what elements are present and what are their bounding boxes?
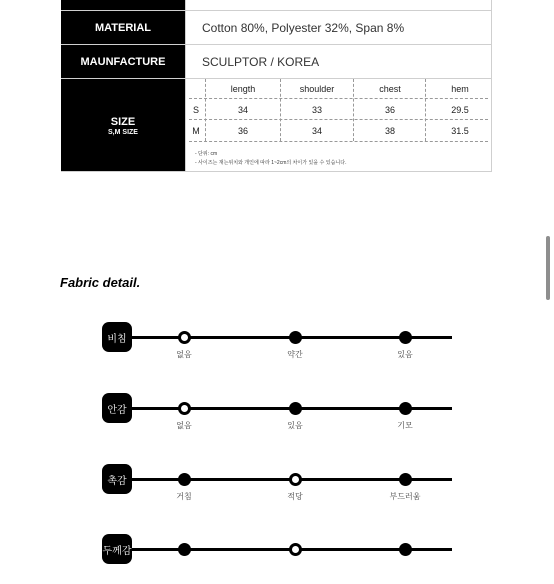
fabric-option-label: 부드러움 xyxy=(389,492,421,501)
size-chart xyxy=(185,79,492,172)
fabric-dot xyxy=(178,473,191,486)
size-note-unit: - 단위: cm xyxy=(195,151,218,157)
fabric-badge-lining: 안감 xyxy=(102,393,132,423)
material-value: Cotton 80%, Polyester 32%, Span 8% xyxy=(185,11,492,44)
size-m-shoulder: 34 xyxy=(311,126,322,136)
size-note-variance: - 사이즈는 재는위치와 개인에 따라 1~2cm의 차이가 있을 수 있습니다. xyxy=(195,160,347,166)
dashed-divider xyxy=(189,119,488,120)
fabric-dot xyxy=(289,331,302,344)
fabric-dot xyxy=(399,543,412,556)
fabric-badge-thickness: 두께감 xyxy=(102,534,132,564)
fabric-detail-title: Fabric detail. xyxy=(60,275,141,290)
size-m-length: 36 xyxy=(237,126,248,136)
dashed-divider xyxy=(280,79,281,141)
fabric-row-lining xyxy=(102,393,452,443)
fabric-row-texture xyxy=(102,464,452,514)
fabric-dot xyxy=(289,402,302,415)
fabric-dot xyxy=(178,543,191,556)
scrollbar-thumb[interactable] xyxy=(546,236,550,300)
manufacture-value: SCULPTOR / KOREA xyxy=(185,45,492,78)
fabric-option-label: 기모 xyxy=(397,421,413,430)
size-row-s-label: S xyxy=(192,105,199,115)
fabric-badge-texture: 촉감 xyxy=(102,464,132,494)
fabric-dot xyxy=(399,331,412,344)
fabric-dot xyxy=(399,473,412,486)
size-m-hem: 31.5 xyxy=(451,126,469,136)
size-sublabel: S,M SIZE xyxy=(108,128,138,136)
fabric-option-label: 없음 xyxy=(176,350,192,359)
fabric-option-label: 있음 xyxy=(397,350,413,359)
size-label: SIZE xyxy=(110,115,136,128)
fabric-dot xyxy=(289,473,302,486)
manufacture-label: MAUNFACTURE xyxy=(61,45,185,78)
size-header-chest-text: chest xyxy=(379,84,401,94)
size-header-hem-text: hem xyxy=(451,84,469,94)
fabric-dot xyxy=(178,402,191,415)
size-s-shoulder: 33 xyxy=(311,105,322,115)
size-label-cell xyxy=(61,79,185,172)
material-label: MATERIAL xyxy=(61,11,185,44)
fabric-option-label: 적당 xyxy=(287,492,303,501)
dashed-divider xyxy=(205,79,206,141)
fabric-row-transparency xyxy=(102,322,452,372)
fabric-dot xyxy=(289,543,302,556)
info-top-label-cell xyxy=(61,0,185,10)
size-s-hem: 29.5 xyxy=(451,105,469,115)
size-s-length: 34 xyxy=(237,105,248,115)
size-m-chest: 38 xyxy=(384,126,395,136)
fabric-option-label: 있음 xyxy=(287,421,303,430)
fabric-option-label: 거침 xyxy=(176,492,192,501)
product-info-table xyxy=(61,0,492,172)
size-header-length-text: length xyxy=(230,84,256,94)
fabric-option-label: 약간 xyxy=(287,350,303,359)
fabric-dot xyxy=(178,331,191,344)
fabric-option-label: 없음 xyxy=(176,421,192,430)
fabric-badge-transparency: 비침 xyxy=(102,322,132,352)
size-header-shoulder-text: shoulder xyxy=(299,84,335,94)
dashed-divider xyxy=(189,98,488,99)
dashed-divider xyxy=(189,141,488,142)
fabric-row-thickness xyxy=(102,534,452,584)
dashed-divider xyxy=(425,79,426,141)
fabric-dot xyxy=(399,402,412,415)
dashed-divider xyxy=(353,79,354,141)
size-row-m-label: M xyxy=(192,126,200,136)
size-s-chest: 36 xyxy=(384,105,395,115)
